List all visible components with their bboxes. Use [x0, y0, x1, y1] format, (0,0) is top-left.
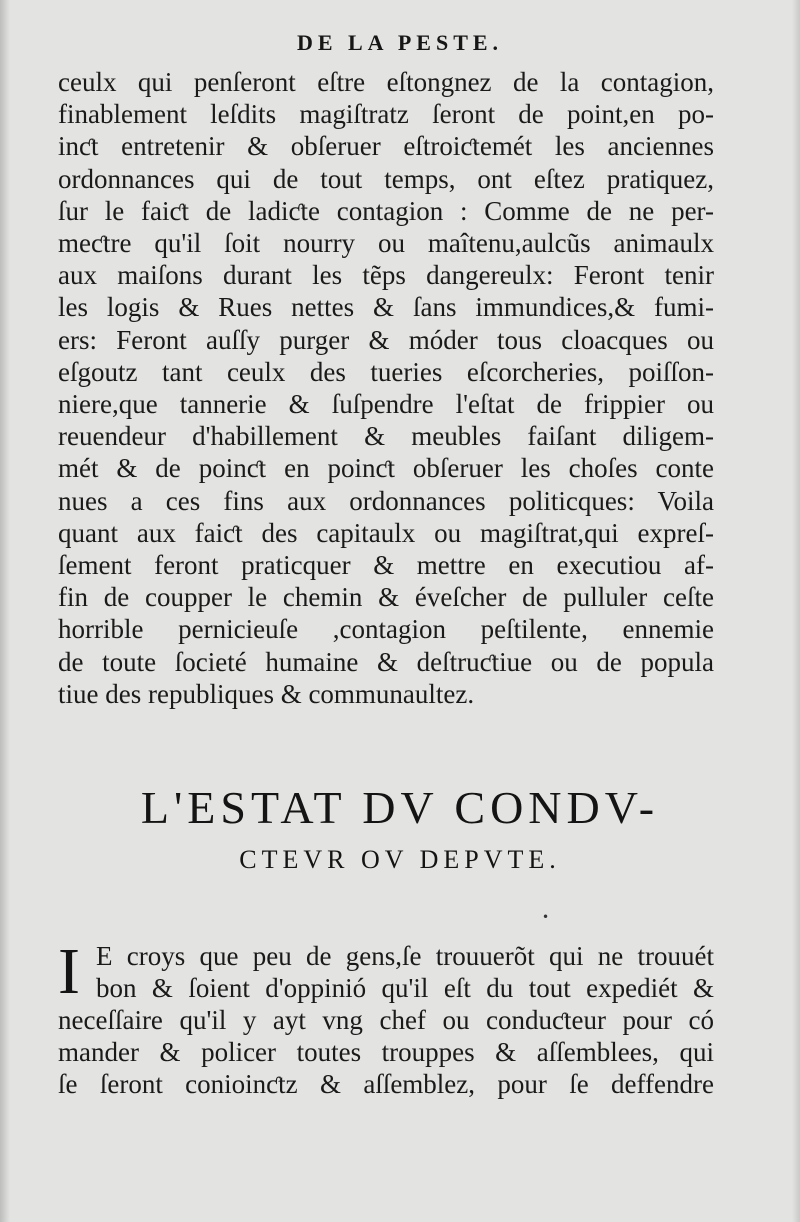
text-line: reuendeur d'habillement & meubles faiſant diligem- [58, 421, 714, 452]
text-line: ſe ſeront conioinƈtz & aſſemblez, pour ſe deffendre [58, 1069, 714, 1099]
text-line: neceſſaire qu'il y ayt vng chef ou conduƈteur pour có [58, 1005, 714, 1035]
text-line: aux maiſons durant les tẽps dangereulx: Feront tenir [58, 260, 714, 291]
drop-initial: I [58, 935, 80, 1008]
text-line-last: tiue des republiques & communaultez. [58, 678, 475, 709]
text-line: ers: Feront auſſy purger & móder tous cloacques ou [58, 324, 714, 355]
text-line: ſement feront praticquer & mettre en executiou af- [58, 550, 714, 581]
text-line: les logis & Rues nettes & ſans immundices,& fumi- [58, 292, 714, 323]
text-line: ſur le faiƈt de ladiƈte contagion : Comme de ne per- [58, 195, 714, 226]
text-line: horrible pernicieuſe ,contagion peſtilente, ennemie [58, 614, 714, 645]
text-line: ceulx qui penſeront eſtre eſtongnez de la contagion, [58, 67, 714, 97]
text-line: eſgoutz tant ceulx des tueries eſcorcheries, poiſſon- [58, 356, 714, 387]
text-line: inƈt entretenir & obſeruer eſtroiƈtemét les anciennes [58, 131, 714, 162]
text-line: quant aux faiƈt des capitaulx ou magiſtrat,qui expreſ- [58, 517, 714, 548]
text-line: fin de coupper le chemin & éveſcher de pulluler ceſte [58, 582, 714, 613]
text-line: mander & policer toutes trouppes & aſſemblees, qui [58, 1037, 714, 1067]
text-line: ordonnances qui de tout temps, ont eſtez pratiquez, [58, 163, 714, 194]
section-heading-line-2: CTEVR OV DEPVTE. [239, 845, 561, 874]
running-head: DE LA PESTE. [296, 30, 504, 55]
text-line: finablement leſdits magiſtratz ſeront de point,en po- [58, 99, 714, 130]
section-heading-line-1: L'ESTAT DV CONDV- [140, 782, 660, 833]
text-line: nues a ces fins aux ordonnances politicques: Voila [58, 485, 714, 516]
text-line: meƈtre qu'il ſoit nourry ou maîtenu,aulcũs animaulx [58, 228, 714, 259]
ornament-dot-icon: • [542, 910, 550, 924]
body-paragraph [58, 66, 714, 710]
text-line: bon & ſoient d'oppinió qu'il eſt du tout expediét & [96, 973, 714, 1003]
text-line: E croys que peu de gens,ſe trouuerõt qui ne trouuét [96, 941, 714, 971]
text-line: niere,que tannerie & ſuſpendre l'eſtat de frippier ou [58, 389, 714, 420]
text-line: de toute ſocieté humaine & deſtruƈtiue ou de popula [58, 646, 714, 677]
text-line: mét & de poinƈt en poinƈt obſeruer les choſes conte [58, 453, 714, 484]
section-paragraph [58, 935, 714, 1100]
